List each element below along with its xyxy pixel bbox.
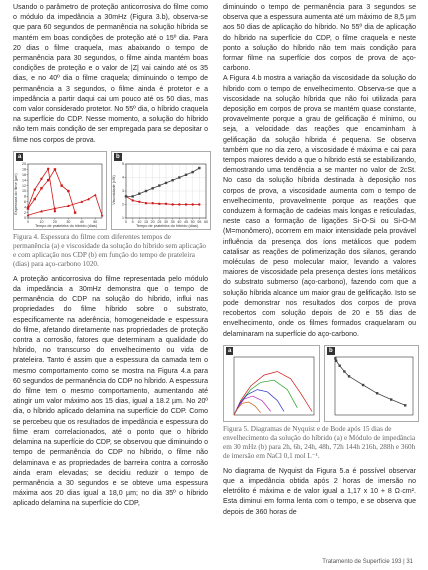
data-point xyxy=(376,392,378,394)
y-axis-label: Viscosidade (cSt) xyxy=(112,175,116,205)
data-point xyxy=(198,167,200,169)
y-tick-label: 0 xyxy=(24,216,26,221)
data-point xyxy=(165,202,167,204)
data-point xyxy=(54,210,56,212)
figure-5b-chart xyxy=(325,346,418,421)
data-point xyxy=(138,192,140,194)
data-point xyxy=(191,171,193,173)
plot-frame xyxy=(335,357,413,415)
data-point xyxy=(27,207,29,209)
series-line xyxy=(126,196,199,204)
y-tick-label: 5 xyxy=(122,162,124,167)
data-point xyxy=(362,384,364,386)
data-point xyxy=(348,375,350,377)
x-tick-label: 10 xyxy=(39,219,44,224)
y-tick-label: 20 xyxy=(22,162,26,167)
data-point xyxy=(101,214,104,217)
y-tick-label: 4 xyxy=(122,175,124,180)
y-tick-label: 12 xyxy=(22,183,26,188)
data-point xyxy=(158,202,160,204)
series-line xyxy=(234,402,261,415)
data-point xyxy=(60,184,62,186)
x-tick-label: 60 xyxy=(204,219,208,224)
data-point xyxy=(338,364,340,366)
panel-label: a xyxy=(18,153,22,160)
data-point xyxy=(138,200,140,202)
figure-4 xyxy=(13,151,208,230)
x-axis-label: Tempo de prateleira do híbrido (dias) xyxy=(135,223,199,228)
data-point xyxy=(40,187,42,189)
paragraph: A Figura 4.b mostra a variação da viscosidade da solução do híbrido com o tempo de envelhecimento. Observa-se que a viscosidade na solução híbrida que não foi utilizada para deposição em corpos de prova se mantém quase constante, provavelmente porque a grau de gelificação é mínimo, ou seja, a velocidade das reações que encaminham à gelificação da solução híbrida é pequena. Se observa também que no dia zero, a viscosidade é máxima e cai para tempos maiores devido a que o híbrido está se estabilizando, demostrando uma tendência a se manter no valor de 2cSt. No caso da solução híbrida destinada à deposição nos corpos de prova, a viscosidade aumenta com o tempo de envelhecimento, provavelmente porque as reações que conduzem à formação de cadeias mais longas e reticuladas, neste caso a formação de ligações Si-O-Si ou Si-O-M (M=monômero), ocorrem em maior intensidade pela provável influência da presença dos íons metálicos que podem catalisar as reações de polimerização dos silanos, gerando moléculas de peso molecular maior, levando a valores maiores de viscosidade pela presença destes íons metálicos do substrato submerso (aço-carbono), fazendo com que a solução híbrida alcance um maior grau de gelificação. Isto se pode demonstrar nos resultados dos corpos de prova recobertos com solução depois de 20 e 55 dias de envelhecimento, onde os filmes formados craquelaram ou delaminaram na superfície do aço-carbono. xyxy=(223,75,416,338)
figure-4a-chart xyxy=(14,152,106,229)
x-tick-label: 15 xyxy=(144,219,148,224)
y-axis-label: Espessura do filme (µm) xyxy=(14,173,18,215)
series-line xyxy=(28,195,102,215)
data-point xyxy=(47,179,49,181)
paragraph: A proteção anticorrosiva do filme representada pelo módulo da impedância a 30mHz demonstra que o tempo de permanência do CDP na solução do híbrido, influi nas propriedades do filme híbrido sobre o substrato, especificamente na aderência, homogeneidade e espessura do filme, afetando diretamente nas propriedades de proteção contra a corrosão, fatores que determinam a qualidade do híbrido, no transcurso do envelhecimento ou vida de prateleira. Tanto é assim que a espessura da camada tem o mesmo comportamento como se mostra na Figura 4.a para 60 segundos de permanência do CDP no híbrido. A espessura do filme tem o mesmo comportamento, aumentando até atingir um valor máximo aos 15 dias, igual a 18.2 µm. No 20º dia, o híbrido aplicado delamina na superfície do CDP. Como se percebeu que os resultados de impedância e espessura do filme eram correlacionados, até o ponto que o híbrido delamina na superfície do CDP, se observou que diminuindo o tempo de permanência do CDP no híbrido, o filme não delaminava e as propriedades de barreira contra a corrosão ainda eram elevadas; se decidiu reduzir o tempo de permanência a 30 segundos e se obteve uma espessura máxima aos 20 dias igual a 18,0 µm; no dia 35º o híbrido aplicado delamina na superfície do CDP, xyxy=(13,275,208,508)
panel-label: a xyxy=(228,347,232,354)
y-tick-label: 2 xyxy=(122,202,124,207)
data-point xyxy=(151,202,153,204)
data-point xyxy=(171,203,173,205)
x-tick-label: 0 xyxy=(125,219,127,224)
y-tick-label: 3 xyxy=(122,189,124,194)
paragraph: Usando o parâmetro de proteção anticorrosiva do filme como o módulo da impedância a 30mHz (Figura 3.b), observa-se que para 60 segundos de permanência na solução híbrida se mantém em boas condições de proteção até o 15º dia. Para 20 dias o filme craquela, mas abaixando o tempo de permanência para 30 segundos, o filme ainda mantém boas condições de proteção e o valor de |Z| vai caindo até os 35 dias, e no 40º dia o filme craquela; diminuindo o tempo de permanência a 3 segundos, o filme ainda é protetor e a impedância a partir daqui cai um pouco até os 50 dias, mas com valor considerado protetor. No 55º dia, o híbrido craquela na superfície do CDP. Nesse momento, a solução do híbrido não tem mais condição de ser empregada para se depositar o filme nos corpos de prova. xyxy=(13,4,208,144)
x-tick-label: 50 xyxy=(93,219,98,224)
data-point xyxy=(47,168,49,170)
x-tick-label: 0 xyxy=(27,219,29,224)
x-axis-label: Tempo de prateleira do híbrido (dias) xyxy=(34,223,98,228)
y-tick-label: 1 xyxy=(122,216,124,221)
plot-frame xyxy=(234,357,314,415)
series-line xyxy=(234,380,297,415)
data-point xyxy=(151,187,153,189)
data-point xyxy=(131,195,133,197)
figure-5-caption: Figura 5. Diagramas de Nyquist e de Bode após 15 dias de envelhecimento da solução do híbrido (a) e Módulo de impedância em 30 mHz (b) para 2h, 6h, 24h, 48h, 72h 144h 216h, 288h e 360h de imersão em NaCl 0,1 mol L⁻¹. xyxy=(223,424,416,460)
x-tick-label: 20 xyxy=(150,219,155,224)
figure-4a-panel xyxy=(13,151,107,230)
data-point xyxy=(131,199,133,201)
paragraph: No diagrama de Nyquist da Figura 5.a é possível observar que a impedância obtida após 2 horas de imersão no eletrólito é máxima e de valor igual a 1,17 x 10 + 8 Ω·cm². Esta diminui em forma lenta com o tempo, e se observa que depois de 360 horas de xyxy=(223,467,416,516)
panel-label: b xyxy=(329,347,333,354)
figure-4b-chart xyxy=(112,152,210,229)
data-point xyxy=(34,188,36,190)
right-column xyxy=(223,3,416,518)
data-point xyxy=(185,203,187,205)
paragraph: diminuindo o tempo de permanência para 3 segundos se observa que a espessura aumenta até um máximo de 8,5 µm aos 50 dias de aplicação do híbrido. No 55º dia de aplicação do híbrido na superfície do CDP, o filme craquela e neste ponto a solução do híbrido não tem mais condição para formar filme na superfície dos corpos de prova de aço-carbono. xyxy=(223,4,416,73)
data-point xyxy=(390,398,392,400)
series-line xyxy=(234,396,271,415)
x-tick-label: 30 xyxy=(66,219,71,224)
x-tick-label: 45 xyxy=(184,219,188,224)
x-tick-label: 35 xyxy=(170,219,175,224)
data-point xyxy=(404,404,406,406)
data-point xyxy=(185,173,187,175)
data-point xyxy=(145,202,147,204)
series-line xyxy=(126,168,199,196)
x-tick-label: 50 xyxy=(190,219,195,224)
panel-label: b xyxy=(116,153,120,160)
data-point xyxy=(178,203,180,205)
data-point xyxy=(125,195,127,197)
x-tick-label: 40 xyxy=(79,219,84,224)
plot-frame xyxy=(28,164,102,218)
data-point xyxy=(54,168,56,170)
series-line xyxy=(335,358,405,405)
x-tick-label: 40 xyxy=(177,219,182,224)
y-tick-label: 16 xyxy=(22,172,26,177)
data-point xyxy=(158,184,160,186)
x-tick-label: 30 xyxy=(164,219,168,224)
y-tick-label: 4 xyxy=(24,205,26,210)
y-tick-label: 6 xyxy=(24,199,26,204)
y-tick-label: 10 xyxy=(22,189,26,194)
data-point xyxy=(94,193,97,196)
data-point xyxy=(335,359,337,361)
data-point xyxy=(334,357,336,359)
figure-5a-chart xyxy=(224,346,319,421)
figure-4b-panel xyxy=(111,151,211,230)
data-point xyxy=(191,203,193,205)
series-line xyxy=(234,371,312,415)
left-column xyxy=(13,3,208,510)
data-point xyxy=(67,190,69,192)
data-point xyxy=(34,198,36,200)
figure-5 xyxy=(223,345,416,422)
y-tick-label: 2 xyxy=(24,210,26,215)
data-point xyxy=(40,177,42,179)
data-point xyxy=(178,176,180,178)
x-tick-label: 5 xyxy=(131,219,134,224)
page-footer: Tratamento de Superfície 193 | 31 xyxy=(322,559,413,565)
y-tick-label: 8 xyxy=(24,194,26,199)
x-tick-label: 10 xyxy=(137,219,142,224)
data-point xyxy=(343,370,345,372)
y-tick-label: 18 xyxy=(22,167,26,172)
x-tick-label: 55 xyxy=(197,219,202,224)
data-point xyxy=(171,179,173,181)
data-point xyxy=(74,211,76,213)
x-tick-label: 25 xyxy=(157,219,162,224)
data-point xyxy=(145,190,147,192)
data-point xyxy=(165,182,167,184)
y-tick-label: 14 xyxy=(22,178,26,183)
figure-4-caption: Figura 4. Espessura do filme com diferentes tempos de permanência (a) e viscosidade da solução do híbrido sem aplicação e com aplicação nos CDP (b) em função do tempo de prateleira (dias) para aço-carbono 1020. xyxy=(13,232,206,268)
figure-5b-panel xyxy=(324,345,419,422)
figure-5a-panel xyxy=(223,345,320,422)
data-point xyxy=(198,203,200,205)
x-tick-label: 20 xyxy=(52,219,57,224)
